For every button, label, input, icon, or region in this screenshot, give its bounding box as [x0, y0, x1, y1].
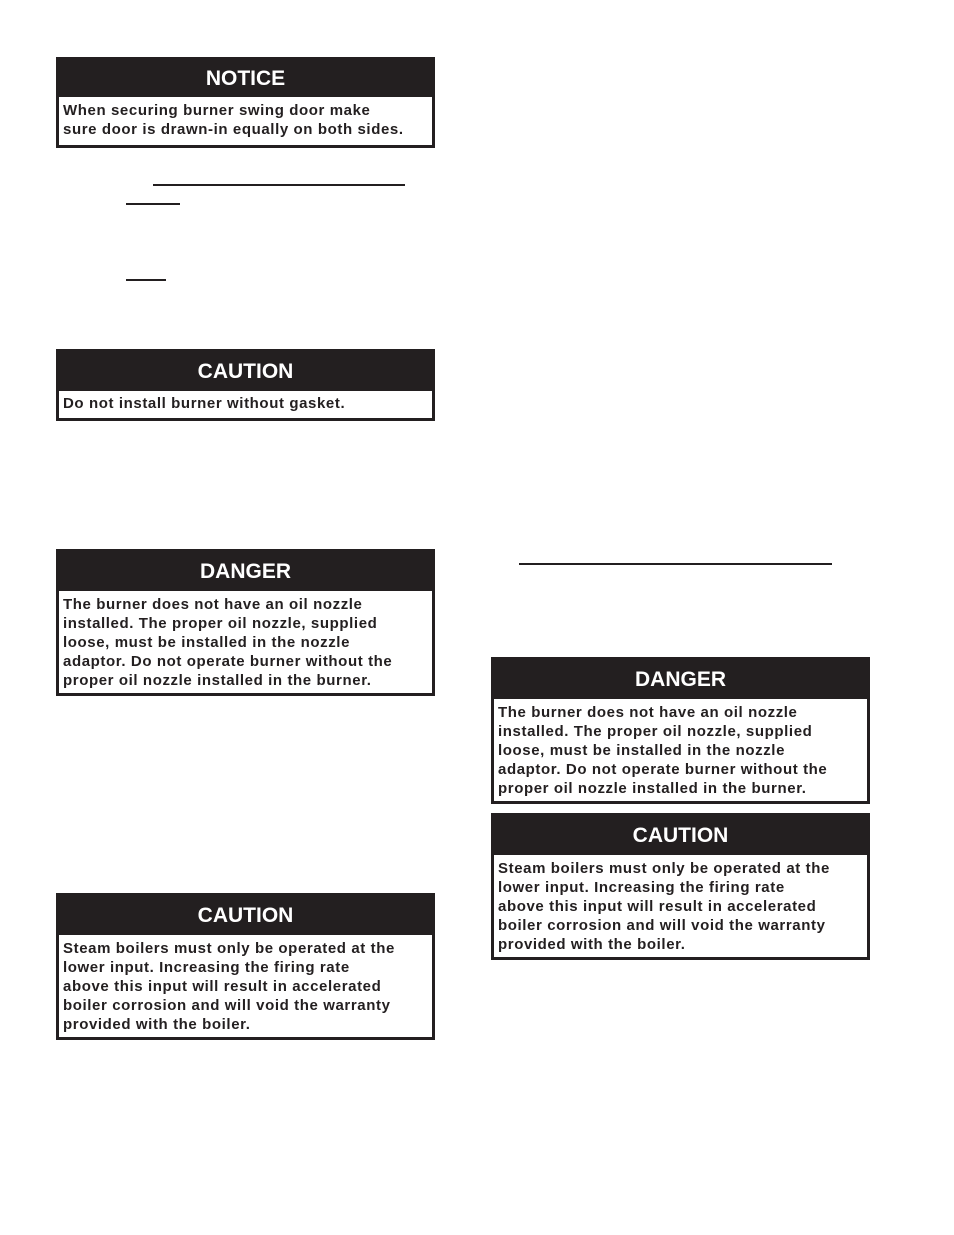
subheading-underline — [126, 203, 180, 205]
caution-gasket-box — [56, 349, 435, 421]
notice-box — [56, 57, 435, 148]
caution-heading: CAUTION — [494, 816, 867, 855]
danger-box-left — [56, 549, 435, 696]
notice-text: When securing burner swing door make sure door is drawn-in equally on both sides. — [63, 102, 404, 138]
subheading-underline — [126, 279, 166, 281]
danger-box-right — [491, 657, 870, 804]
caution-steam-text-left: Steam boilers must only be operated at the lower input. Increasing the firing rate above this input will result in accelerated boiler corrosion and will void the warranty provided with the boiler. — [63, 940, 395, 1033]
caution-steam-box-left — [56, 893, 435, 1040]
caution-heading: CAUTION — [59, 352, 432, 391]
section-heading-underline — [519, 563, 832, 565]
notice-heading: NOTICE — [59, 60, 432, 97]
caution-steam-text-right: Steam boilers must only be operated at the lower input. Increasing the firing rate above this input will result in accelerated boiler corrosion and will void the warranty provided with the boiler. — [498, 860, 830, 953]
danger-heading: DANGER — [494, 660, 867, 699]
danger-text-left: The burner does not have an oil nozzle installed. The proper oil nozzle, supplied loose, must be installed in the nozzle adaptor. Do not operate burner without the proper oil nozzle installed in the burner. — [63, 596, 393, 689]
caution-steam-box-right — [491, 813, 870, 960]
danger-text-right: The burner does not have an oil nozzle installed. The proper oil nozzle, supplied loose, must be installed in the nozzle adaptor. Do not operate burner without the proper oil nozzle installed in the burner. — [498, 704, 828, 797]
section-heading-underline — [153, 184, 405, 186]
caution-heading: CAUTION — [59, 896, 432, 935]
danger-heading: DANGER — [59, 552, 432, 591]
caution-gasket-text: Do not install burner without gasket. — [63, 395, 346, 412]
